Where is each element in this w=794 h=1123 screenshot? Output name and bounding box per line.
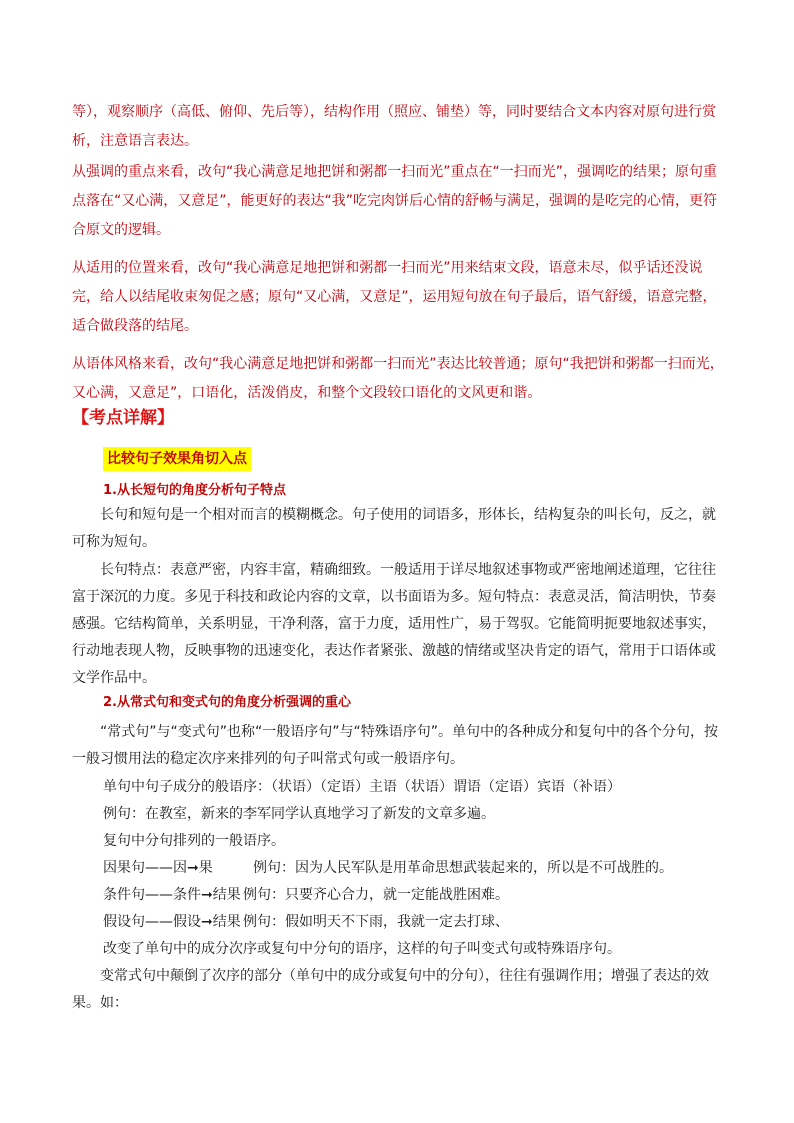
- condition-line: [103, 882, 509, 909]
- condition-label: 条件句——条件➞结果: [103, 887, 241, 903]
- analysis-paragraph-position: 从适用的位置来看，改句“我心满意足地把饼和粥都一扫而光”用来结束文段，语意未尽，似乎话还没说完，给人以结尾收束匆促之感；原句“又心满，又意足”，运用短句放在句子最后，语气舒缓，语意完整，适合做段落的结尾。: [72, 260, 717, 334]
- paragraph-emphasis-effect: 变常式句中颠倒了次序的部分（单句中的成分或复句中的分句），往往有强调作用；增强了表达的效果。如：: [72, 968, 709, 1011]
- highlight-heading: 比较句子效果角切入点: [103, 447, 251, 471]
- compound-sentence-order: 复句中分句排列的一般语序。: [103, 833, 285, 849]
- example-sentence-1: 例句：在教室，新来的李军同学认真地学习了新发的文章多遍。: [103, 806, 495, 822]
- hypothesis-example: 例句：假如明天不下雨，我就一定去打球、: [243, 914, 509, 930]
- hypothesis-line: [103, 909, 509, 936]
- paragraph-long-short-definition: 长句和短句是一个相对而言的模糊概念。句子使用的词语多，形体长，结构复杂的叫长句，反之，就可称为短句。: [72, 507, 716, 550]
- condition-example: 例句：只要齐心合力，就一定能战胜困难。: [243, 887, 509, 903]
- subheading-long-short: 1.从长短句的角度分析句子特点: [103, 483, 286, 498]
- paragraph-long-short-features: 长句特点：表意严密，内容丰富，精确细致。一般适用于详尽地叙述事物或严密地阐述道理，它往往富于深沉的力度。多见于科技和政论内容的文章，以书面语为多。短句特点：表意灵活，简洁明快，节奏感强。它结构简单，关系明显，干净利落，富于力度，适用性广，易于驾驭。它能简明扼要地叙述事实，行动地表现人物，反映事物的迅速变化，表达作者紧张、激越的情绪或坚决肯定的语气，常用于口语体或文学作品中。: [72, 562, 716, 686]
- paragraph-normal-variant-definition: “常式句”与“变式句”也称“一般语序句”与“特殊语序句”。单句中的各种成分和复句中的各个分句，按一般习惯用法的稳定次序来排列的句子叫常式句或一般语序句。: [72, 724, 719, 767]
- simple-sentence-order: 单句中句子成分的般语序：（状语）（定语）主语（状语）谓语（定语）宾语（补语）: [103, 779, 621, 795]
- section-header: 【考点详解】: [72, 408, 174, 428]
- variant-sentence-definition: 改变了单句中的成分次序或复句中分句的语序，这样的句子叫变式句或特殊语序句。: [103, 941, 621, 957]
- cause-effect-line: [103, 855, 673, 882]
- cause-effect-label: 因果句——因➞果: [103, 860, 213, 876]
- hypothesis-label: 假设句——假设➞结果: [103, 914, 241, 930]
- subheading-normal-variant: 2.从常式句和变式句的角度分析强调的重心: [103, 695, 351, 710]
- analysis-paragraph-emphasis: 从强调的重点来看，改句“我心满意足地把饼和粥都一扫而光”重点在“一扫而光”，强调吃的结果；原句重点落在“又心满，又意足”，能更好的表达“我”吃完肉饼后心情的舒畅与满足，强调的是吃完的心情，更符合原文的逻辑。: [72, 164, 718, 238]
- analysis-paragraph-1: 等），观察顺序（高低、俯仰、先后等），结构作用（照应、铺垫）等，同时要结合文本内容对原句进行赏析，注意语言表达。: [72, 104, 716, 149]
- analysis-paragraph-style: 从语体风格来看，改句“我心满意足地把饼和粥都一扫而光”表达比较普通；原句“我把饼和粥都一扫而光，又心满，又意足”，口语化，活泼俏皮，和整个文段较口语化的文风更和谐。: [72, 356, 724, 401]
- cause-effect-example: 例句：因为人民军队是用革命思想武装起来的，所以是不可战胜的。: [253, 860, 673, 876]
